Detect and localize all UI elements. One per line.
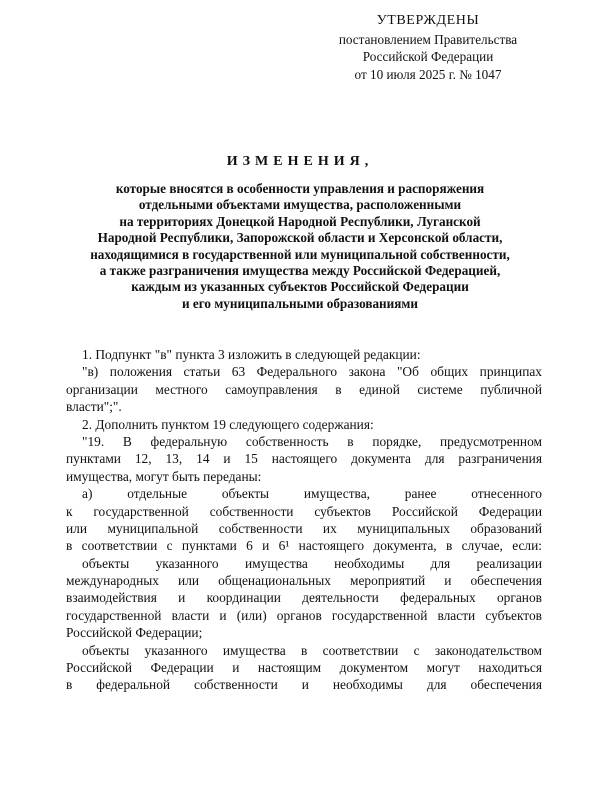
approved-label: УТВЕРЖДЕНЫ	[376, 13, 480, 28]
approval-line-3: от 10 июля 2025 г. № 1047	[354, 66, 502, 82]
body-line: в соответствии с пунктами 6 и 6¹ настоящего документа, в случае, если:	[66, 538, 542, 554]
subtitle-line: и его муниципальными образованиями	[182, 295, 418, 311]
approval-block	[318, 12, 538, 83]
body-line: "в) положения статьи 63 Федерального закона "Об общих принципах	[82, 364, 542, 380]
subtitle-line: Народной Республики, Запорожской области и Херсонской области,	[97, 230, 503, 246]
body-line: международных или общенациональных мероприятий и обеспечения	[66, 573, 542, 589]
body-line: взаимодействия и координации деятельности федеральных органов	[66, 590, 542, 606]
body-line: организации местного самоуправления в единой системе публичной	[66, 381, 542, 397]
subtitle-line: каждым из указанных субъектов Российской Федерации	[131, 279, 469, 295]
body-line: государственной власти и (или) органов государственной власти субъектов	[66, 607, 542, 623]
body-line: в федеральной собственности и необходимы для обеспечения	[66, 677, 542, 693]
body-line: Российской Федерации и настоящим документом могут находиться	[66, 660, 542, 676]
body-line: а) отдельные объекты имущества, ранее отнесенного	[82, 486, 542, 502]
document-subtitle	[40, 181, 560, 312]
body-line: объекты указанного имущества в соответствии с законодательством	[82, 642, 542, 658]
subtitle-line: отдельными объектами имущества, расположенными	[138, 197, 462, 213]
body-line: 1. Подпункт "в" пункта 3 изложить в следующей редакции:	[82, 347, 421, 362]
body-line: пунктами 12, 13, 14 и 15 настоящего документа для разграничения	[66, 451, 542, 467]
subtitle-line: находящимися в государственной или муниципальной собственности,	[90, 246, 510, 262]
approval-line-2: Российской Федерации	[362, 49, 494, 64]
body-line: "19. В федеральную собственность в порядке, предусмотренном	[82, 433, 542, 449]
body-line: Российской Федерации;	[66, 625, 203, 641]
subtitle-line: на территориях Донецкой Народной Республики, Луганской	[119, 213, 481, 229]
body-line: к государственной собственности субъектов Российской Федерации	[66, 503, 542, 519]
subtitle-line: которые вносятся в особенности управления и распоряжения	[115, 181, 485, 196]
body-line: имущества, могут быть переданы:	[66, 468, 262, 484]
document-title: ИЗМЕНЕНИЯ,	[226, 154, 374, 169]
body-line: объекты указанного имущества необходимы для реализации	[82, 555, 542, 571]
body-line: 2. Дополнить пунктом 19 следующего содержания:	[82, 416, 374, 432]
body-line: власти";".	[66, 399, 122, 415]
subtitle-line: а также разграничения имущества между Российской Федерацией,	[99, 263, 501, 279]
body-line: или муниципальной собственности их муниципальных образований	[66, 520, 542, 536]
approval-line-1: постановлением Правительства	[338, 31, 518, 47]
document-body	[66, 346, 542, 694]
